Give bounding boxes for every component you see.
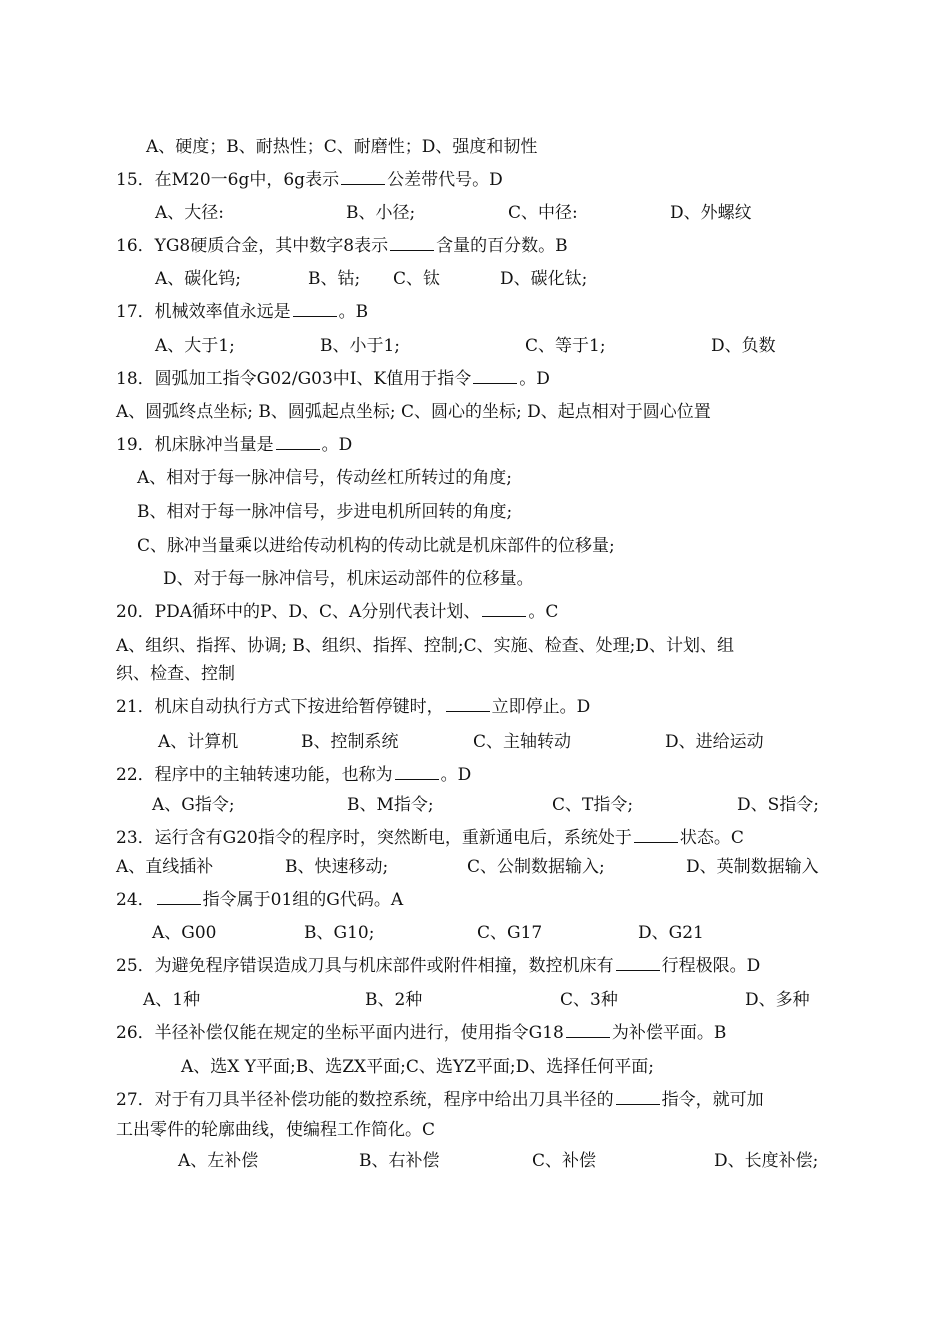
option-text	[525, 331, 606, 361]
line-text	[116, 231, 568, 261]
text-segment: 工出零件的轮廓曲线，使编程工作简化。C	[116, 1120, 436, 1140]
text-segment: 19．机床脉冲当量是	[116, 435, 274, 455]
text-segment: C、主轴转动	[473, 732, 572, 752]
text-segment-after-blank: 。D	[321, 435, 353, 455]
answer-blank	[293, 298, 337, 317]
text-segment: B、G10;	[304, 923, 375, 943]
option-text	[152, 790, 235, 820]
text-segment-after-blank: 含量的百分数。B	[436, 236, 568, 256]
option-text	[714, 1146, 818, 1176]
option-text	[116, 852, 213, 882]
text-line	[0, 564, 950, 594]
text-segment: C、等于1;	[525, 336, 606, 356]
text-segment: B、控制系统	[301, 732, 399, 752]
line-text	[137, 531, 615, 561]
text-segment: A、选X Y平面;B、选ZX平面;C、选YZ平面;D、选择任何平面;	[181, 1057, 654, 1077]
text-segment: A、组织、指挥、协调; B、组织、指挥、控制;C、实施、检查、处理;D、计划、组	[116, 636, 734, 656]
option-text	[143, 985, 200, 1015]
line-text	[116, 692, 590, 722]
text-line	[0, 985, 950, 1015]
text-line	[0, 132, 950, 162]
line-text	[116, 823, 744, 853]
option-text	[560, 985, 618, 1015]
text-segment: 27．对于有刀具半径补偿功能的数控系统，程序中给出刀具半径的	[116, 1090, 614, 1110]
line-text	[116, 364, 550, 394]
option-text	[500, 264, 587, 294]
text-segment: 22．程序中的主轴转速功能，也称为	[116, 765, 393, 785]
option-text	[365, 985, 422, 1015]
text-segment: 23．运行含有G20指令的程序时，突然断电，重新通电后，系统处于	[116, 828, 632, 848]
option-text	[670, 198, 752, 228]
option-text	[532, 1146, 596, 1176]
text-segment: A、圆弧终点坐标; B、圆弧起点坐标; C、圆心的坐标; D、起点相对于圆心位置	[116, 402, 711, 422]
option-text	[638, 918, 704, 948]
option-text	[155, 264, 241, 294]
line-text	[146, 132, 537, 162]
line-text	[116, 1085, 764, 1115]
text-segment: B、小径;	[346, 203, 416, 223]
answer-blank	[446, 693, 490, 712]
text-segment: B、相对于每一脉冲信号，步进电机所回转的角度;	[137, 502, 513, 522]
text-segment-after-blank: 公差带代号。D	[387, 170, 503, 190]
text-segment-after-blank: 。D	[440, 765, 472, 785]
text-line	[0, 1018, 950, 1048]
text-segment: 20．PDA循环中的P、D、C、A分别代表计划、	[116, 602, 481, 622]
line-text	[116, 885, 403, 915]
text-segment: D、进给运动	[665, 732, 764, 752]
line-text	[116, 951, 760, 981]
text-segment: C、补偿	[532, 1151, 597, 1171]
text-segment: C、G17	[477, 923, 543, 943]
line-text	[116, 297, 368, 327]
option-text	[359, 1146, 440, 1176]
text-segment: A、大于1;	[155, 336, 235, 356]
text-line	[0, 531, 950, 561]
text-segment-after-blank: 。B	[338, 302, 369, 322]
answer-blank	[395, 761, 439, 780]
text-segment: C、中径:	[508, 203, 578, 223]
line-text	[116, 397, 711, 427]
text-segment: 15．在M20一6g中，6g表示	[116, 170, 340, 190]
answer-blank	[276, 431, 320, 450]
text-segment-after-blank: 指令属于01组的G代码。A	[202, 890, 404, 910]
option-text	[477, 918, 542, 948]
text-segment: A、相对于每一脉冲信号，传动丝杠所转过的角度;	[137, 468, 513, 488]
text-line	[0, 198, 950, 228]
text-line	[0, 1052, 950, 1082]
text-segment: B、小于1;	[320, 336, 401, 356]
option-text	[308, 264, 360, 294]
text-segment: 织、检查、控制	[116, 664, 235, 684]
text-line	[0, 1115, 950, 1145]
text-line	[0, 659, 950, 689]
line-text	[116, 659, 235, 689]
option-text	[178, 1146, 258, 1176]
line-text	[116, 631, 734, 661]
text-segment: D、G21	[638, 923, 704, 943]
option-text	[737, 790, 819, 820]
text-segment: C、公制数据输入;	[467, 857, 605, 877]
text-line	[0, 885, 950, 915]
option-text	[346, 198, 415, 228]
option-text	[158, 727, 238, 757]
text-line	[0, 951, 950, 981]
text-segment: A、直线插补	[116, 857, 214, 877]
text-line	[0, 430, 950, 460]
answer-blank	[341, 166, 385, 185]
answer-blank	[616, 952, 660, 971]
text-line	[0, 264, 950, 294]
option-text	[155, 331, 235, 361]
line-text	[116, 430, 352, 460]
text-line	[0, 597, 950, 627]
text-segment: D、外螺纹	[670, 203, 752, 223]
answer-blank	[482, 598, 526, 617]
text-segment: 17．机械效率值永远是	[116, 302, 291, 322]
text-line	[0, 364, 950, 394]
text-segment: A、G00	[152, 923, 217, 943]
option-text	[745, 985, 810, 1015]
text-line	[0, 631, 950, 661]
text-line	[0, 852, 950, 882]
text-segment: A、G指令;	[152, 795, 235, 815]
text-segment: C、脉冲当量乘以进给传动机构的传动比就是机床部件的位移量;	[137, 536, 615, 556]
option-text	[665, 727, 764, 757]
text-line	[0, 823, 950, 853]
text-segment: 25．为避免程序错误造成刀具与机床部件或附件相撞，数控机床有	[116, 956, 614, 976]
text-segment: 18．圆弧加工指令G02/G03中I、K值用于指令	[116, 369, 472, 389]
option-text	[320, 331, 400, 361]
line-text	[116, 165, 503, 195]
text-segment: A、大径:	[155, 203, 225, 223]
text-line	[0, 790, 950, 820]
line-text	[116, 1018, 726, 1048]
option-text	[686, 852, 819, 882]
text-segment: A、左补偿	[178, 1151, 259, 1171]
text-segment: B、M指令;	[347, 795, 434, 815]
answer-blank	[390, 232, 434, 251]
answer-blank	[473, 365, 517, 384]
text-segment: 26．半径补偿仅能在规定的坐标平面内进行，使用指令G18	[116, 1023, 564, 1043]
text-line	[0, 692, 950, 722]
text-line	[0, 1085, 950, 1115]
text-segment: B、右补偿	[359, 1151, 440, 1171]
text-segment: D、负数	[711, 336, 776, 356]
text-segment: 16．YG8硬质合金，其中数字8表示	[116, 236, 389, 256]
text-segment: B、钴;	[308, 269, 361, 289]
answer-blank	[616, 1086, 660, 1105]
option-text	[711, 331, 776, 361]
text-line	[0, 497, 950, 527]
text-line	[0, 918, 950, 948]
option-text	[301, 727, 399, 757]
answer-blank	[566, 1019, 610, 1038]
text-segment: B、2种	[365, 990, 423, 1010]
line-text	[163, 564, 534, 594]
option-text	[155, 198, 224, 228]
text-segment: C、3种	[560, 990, 618, 1010]
text-segment: D、对于每一脉冲信号，机床运动部件的位移量。	[163, 569, 534, 589]
line-text	[116, 1115, 435, 1145]
text-segment-after-blank: 行程极限。D	[661, 956, 761, 976]
text-line	[0, 331, 950, 361]
text-line	[0, 760, 950, 790]
text-segment: A、碳化钨;	[155, 269, 242, 289]
text-segment-after-blank: 。C	[528, 602, 559, 622]
option-text	[347, 790, 434, 820]
line-text	[116, 760, 471, 790]
text-line	[0, 397, 950, 427]
text-segment-after-blank: 。D	[519, 369, 550, 389]
text-segment: C、T指令;	[552, 795, 634, 815]
text-segment: D、长度补偿;	[714, 1151, 819, 1171]
text-segment-after-blank: 立即停止。D	[491, 697, 591, 717]
text-segment: A、1种	[143, 990, 201, 1010]
text-line	[0, 231, 950, 261]
text-segment-after-blank: 状态。C	[679, 828, 744, 848]
text-segment: 21．机床自动执行方式下按进给暂停键时，	[116, 697, 444, 717]
option-text	[467, 852, 605, 882]
answer-blank	[157, 886, 201, 905]
line-text	[116, 597, 558, 627]
option-text	[285, 852, 388, 882]
text-line	[0, 463, 950, 493]
text-segment: B、快速移动;	[285, 857, 389, 877]
text-line	[0, 165, 950, 195]
text-segment: A、计算机	[158, 732, 239, 752]
option-text	[473, 727, 571, 757]
text-line	[0, 1146, 950, 1176]
option-text	[508, 198, 578, 228]
text-segment: D、S指令;	[737, 795, 820, 815]
text-line	[0, 297, 950, 327]
text-line	[0, 727, 950, 757]
text-segment: C、钛	[393, 269, 441, 289]
text-segment: D、英制数据输入	[686, 857, 819, 877]
line-text	[137, 497, 512, 527]
line-text	[181, 1052, 654, 1082]
text-segment-after-blank: 指令，就可加	[661, 1090, 764, 1110]
option-text	[393, 264, 440, 294]
option-text	[152, 918, 217, 948]
text-segment-after-blank: 为补偿平面。B	[611, 1023, 727, 1043]
line-text	[137, 463, 512, 493]
text-segment: A、硬度；B、耐热性；C、耐磨性；D、强度和韧性	[146, 137, 538, 157]
text-segment: D、碳化钛;	[500, 269, 588, 289]
answer-blank	[634, 824, 678, 843]
option-text	[552, 790, 633, 820]
option-text	[304, 918, 374, 948]
text-segment: 24．	[116, 890, 155, 910]
text-segment: D、多种	[745, 990, 810, 1010]
